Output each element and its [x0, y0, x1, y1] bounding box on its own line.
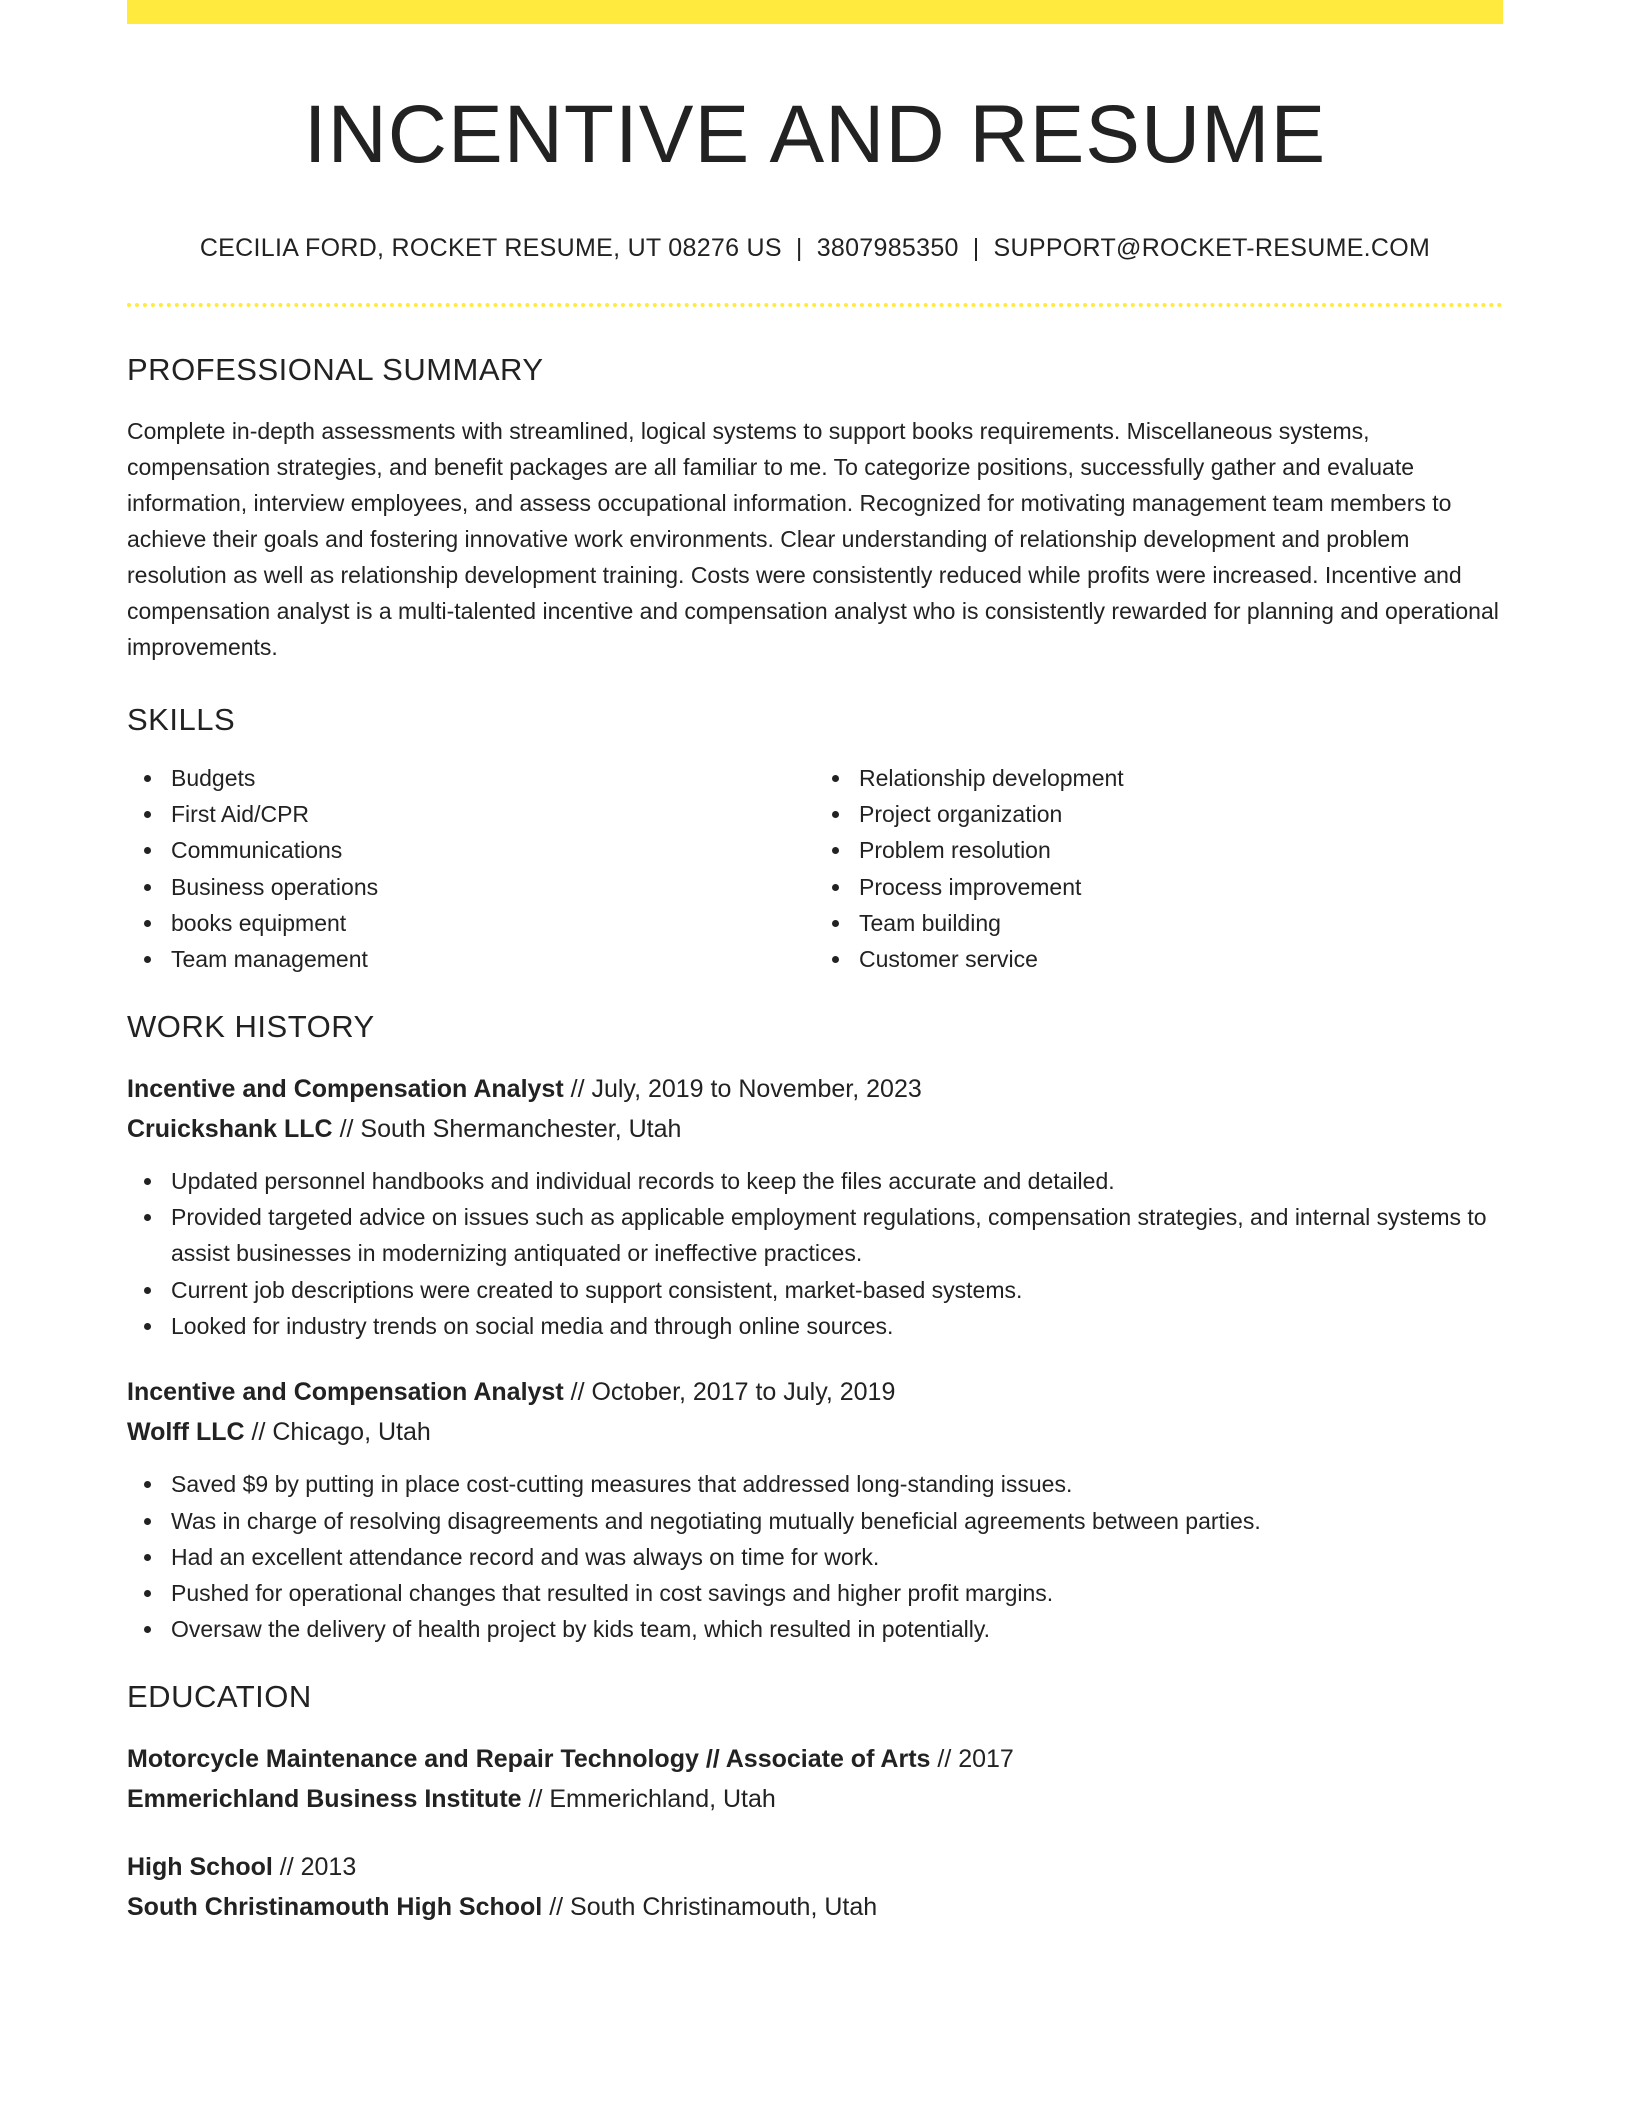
accent-bar [127, 0, 1503, 24]
education-school-line [127, 1887, 1503, 1927]
contact-separator: | [795, 234, 803, 263]
skill-item: Process improvement [859, 869, 1503, 905]
job-bullet: Had an excellent attendance record and was always on time for work. [171, 1539, 1503, 1575]
skill-item: First Aid/CPR [171, 796, 815, 832]
education-entry [127, 1847, 1503, 1927]
education-degree-line [127, 1847, 1503, 1887]
education-year: // 2013 [279, 1852, 357, 1881]
education-heading: EDUCATION [127, 1678, 312, 1714]
contact-email: SUPPORT@ROCKET-RESUME.COM [993, 234, 1431, 263]
contact-separator: | [972, 234, 980, 263]
skill-item: Customer service [859, 941, 1503, 977]
job-location: // South Shermanchester, Utah [339, 1114, 682, 1143]
education-entry [127, 1739, 1503, 1819]
dotted-divider [127, 303, 1503, 307]
job-bullet: Oversaw the delivery of health project by kids team, which resulted in potentially. [171, 1611, 1503, 1647]
job-dates: // October, 2017 to July, 2019 [570, 1378, 896, 1407]
job-bullet: Saved $9 by putting in place cost-cutting measures that addressed long-standing issues. [171, 1466, 1503, 1502]
job-bullet: Provided targeted advice on issues such as applicable employment regulations, compensation strategies, and internal systems to assist businesses in modernizing antiquated or ineffective practices. [171, 1199, 1503, 1272]
education-year: // 2017 [937, 1744, 1014, 1773]
job-entry [127, 1372, 1503, 1647]
skill-item: Communications [171, 832, 815, 868]
education-school-line [127, 1779, 1503, 1819]
job-company: Cruickshank LLC [127, 1114, 333, 1143]
work-history-heading: WORK HISTORY [127, 1008, 375, 1044]
resume-title: INCENTIVE AND RESUME [303, 89, 1327, 180]
skill-item: Relationship development [859, 760, 1503, 796]
skill-item: Problem resolution [859, 832, 1503, 868]
summary-heading: PROFESSIONAL SUMMARY [127, 352, 544, 388]
job-bullet: Pushed for operational changes that resulted in cost savings and higher profit margins. [171, 1575, 1503, 1611]
education-degree-line [127, 1739, 1503, 1779]
skill-item: Team management [171, 941, 815, 977]
skills-column-right [815, 760, 1503, 978]
summary-text: Complete in-depth assessments with streamlined, logical systems to support books requirements. Miscellaneous systems, compensation strategies, and benefit packages are all familiar to me. To categorize positions, successfully gather and evaluate information, interview employees, and assess occupational information. Recognized for motivating management team members to achieve their goals and fostering innovative work environments. Clear understanding of relationship development and problem resolution as well as relationship development training. Costs were consistently reduced while profits were increased. Incentive and compensation analyst is a multi-talented incentive and compensation analyst who is consistently rewarded for planning and operational improvements. [127, 417, 1499, 660]
education-degree: High School [127, 1852, 273, 1881]
job-company-line [127, 1412, 1503, 1452]
job-title: Incentive and Compensation Analyst [127, 1378, 564, 1407]
job-location: // Chicago, Utah [251, 1418, 431, 1447]
skill-item: Business operations [171, 869, 815, 905]
job-bullet: Was in charge of resolving disagreements and negotiating mutually beneficial agreements between parties. [171, 1503, 1503, 1539]
job-bullets [127, 1466, 1503, 1647]
job-bullet: Updated personnel handbooks and individual records to keep the files accurate and detailed. [171, 1163, 1503, 1199]
job-company: Wolff LLC [127, 1418, 245, 1447]
skill-item: Team building [859, 905, 1503, 941]
skills-heading: SKILLS [127, 701, 236, 737]
job-title-line [127, 1069, 1503, 1109]
skills-list [127, 760, 1503, 978]
education-location: // Emmerichland, Utah [528, 1784, 776, 1813]
education-degree: Motorcycle Maintenance and Repair Technology // Associate of Arts [127, 1744, 931, 1773]
job-company-line [127, 1109, 1503, 1149]
education-school: Emmerichland Business Institute [127, 1784, 522, 1813]
job-title: Incentive and Compensation Analyst [127, 1074, 564, 1103]
education-school: South Christinamouth High School [127, 1892, 543, 1921]
contact-phone: 3807985350 [816, 234, 959, 263]
job-bullet: Current job descriptions were created to support consistent, market-based systems. [171, 1272, 1503, 1308]
skill-item: Project organization [859, 796, 1503, 832]
skill-item: books equipment [171, 905, 815, 941]
job-dates: // July, 2019 to November, 2023 [570, 1074, 922, 1103]
resume-page [127, 0, 1503, 1927]
education-location: // South Christinamouth, Utah [549, 1892, 878, 1921]
job-title-line [127, 1372, 1503, 1412]
skill-item: Budgets [171, 760, 815, 796]
contact-line [127, 234, 1503, 263]
job-entry [127, 1069, 1503, 1344]
job-bullet: Looked for industry trends on social media and through online sources. [171, 1308, 1503, 1344]
contact-address: CECILIA FORD, ROCKET RESUME, UT 08276 US [199, 234, 782, 263]
skills-column-left [127, 760, 815, 978]
job-bullets [127, 1163, 1503, 1344]
